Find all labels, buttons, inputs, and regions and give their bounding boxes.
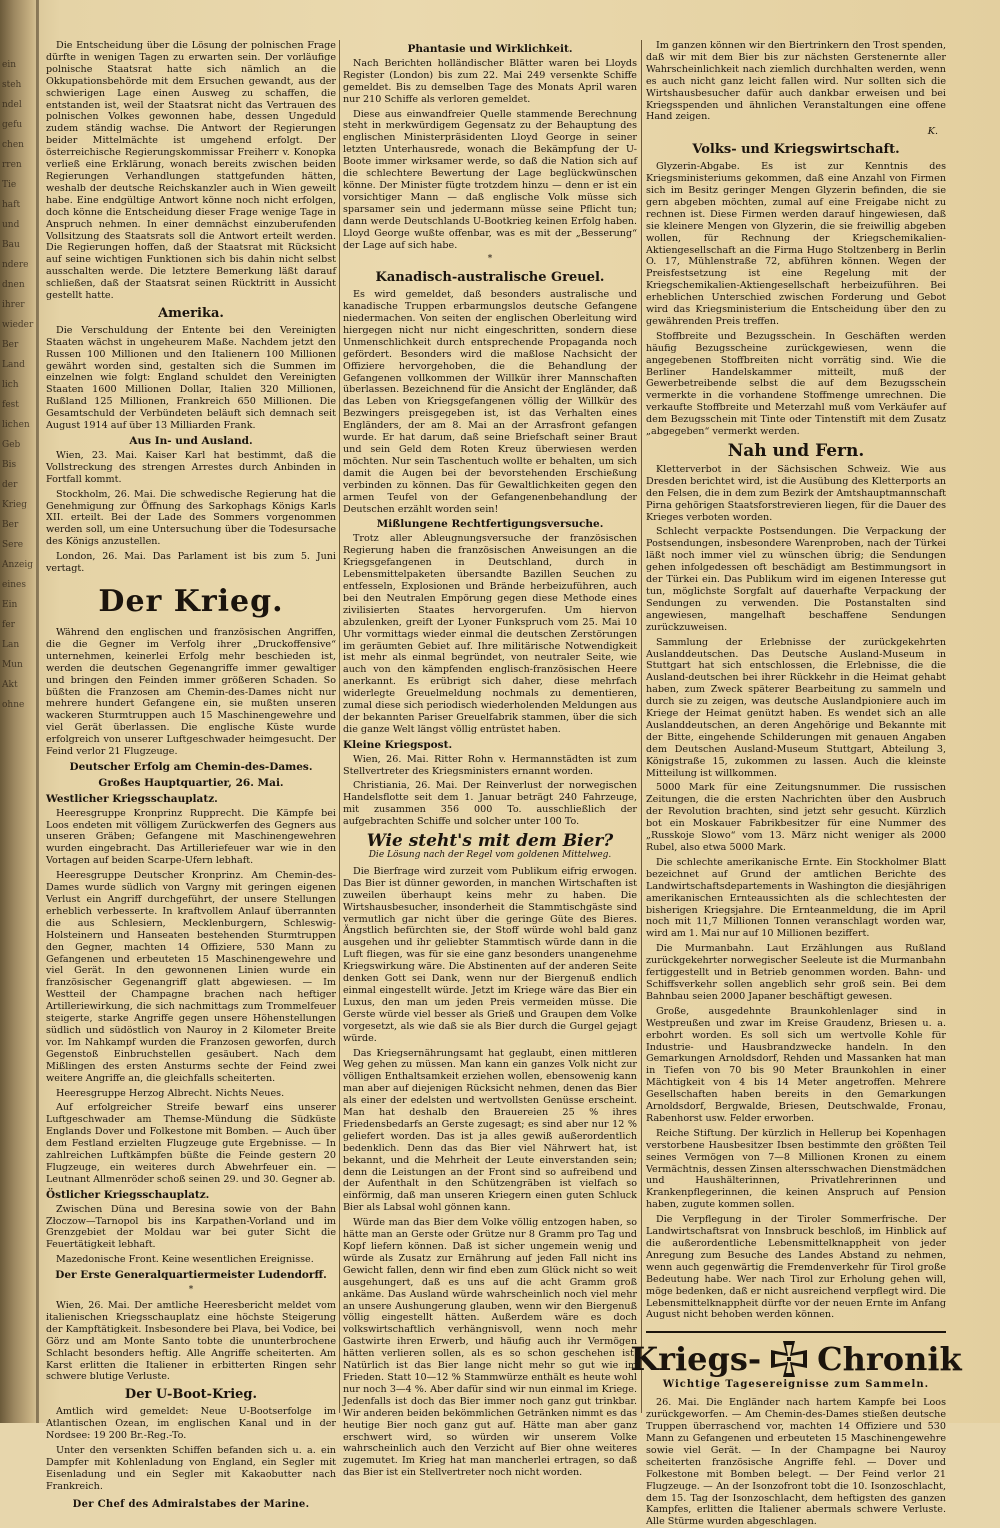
- gutter-word: lichen: [2, 420, 30, 430]
- gutter-word: chen: [2, 140, 24, 150]
- sammlung-item: Sammlung der Erlebnisse der zurückgekehrten Auslanddeutschen. Das Deutsche Ausland-Museum in Stuttgart hat sich entschlossen, die Erlebnisse, die die Ausland-deutschen bei ihrer Rückkehr in die Heimat gehabt haben, zum Zweck späterer Bearbeitung zu sammeln und durch sie zu zeigen, was deutsche Auslandpioniere auch im Kriege der Heimat genützt haben. Es wendet sich an alle Auslanddeutschen, an deren Angehörige und Bekannte mit der Bitte, eingehende Schilderungen mit genauen Angaben dem Deutschen Ausland-Museum Stuttgart, Abteilung 3, Königstraße 15, zukommen zu lassen. Auch die kleinste Mitteilung ist willkommen.: [646, 636, 946, 779]
- amerika-heading: Amerika.: [158, 305, 224, 321]
- gutter-word: Mun: [2, 660, 23, 670]
- krieg-title: Der Krieg.: [98, 583, 284, 619]
- separator-star: *: [188, 1285, 194, 1296]
- stoffbreite-item: Stoffbreite und Bezugsschein. In Geschäften werden häufig Bezugsscheine zurückgewiesen, wenn die angegebenen Stoffbreiten nicht vorrätig sind. Wie die Berliner Handelskammer mitteilt, muß der Gewerbetreibende selbst die auf dem Bezugsschein vermerkte in die vorhandene Stoffmenge umrechnen. Die verkaufte Stoffbreite und Meterzahl muß vom Verkäufer auf dem Bezugsschein mit Tinte oder Tintenstift mit dem Zusatz „abgegeben“ vermerkt werden.: [646, 330, 946, 438]
- column-3: [630, 40, 962, 1528]
- west-heading: Westlicher Kriegsschauplatz.: [46, 792, 218, 805]
- volkswirtschaft-heading: Volks- und Kriegswirtschaft.: [692, 142, 900, 158]
- stockholm-item: Stockholm, 26. Mai. Die schwedische Regierung hat die Genehmigung zur Öffnung des Sarkophags Königs Karls XII. erteilt. Bei der Lade des Sommers vorgenommen werden soll, um eine Untersuchung über die Todesursache des Königs anzustellen.: [46, 488, 336, 548]
- gutter-word: Geb: [2, 440, 21, 450]
- gutter-word: Sere: [2, 540, 24, 550]
- mislung-heading: Mißlungene Rechtfertigungsversuche.: [376, 518, 604, 531]
- gutter-word: der: [2, 480, 18, 490]
- gutter-word: ihrer: [2, 300, 25, 310]
- gutter-word: gefu: [2, 120, 23, 130]
- gutter-word: eines: [2, 580, 26, 590]
- phantasie-heading: Phantasie und Wirklichkeit.: [407, 43, 573, 55]
- gutter-word: ohne: [2, 700, 25, 710]
- gutter-word: steh: [2, 80, 22, 90]
- separator-star: *: [487, 254, 493, 265]
- stiftung-item: Reiche Stiftung. Der kürzlich in Hellerup bei Kopenhagen verstorbene Hausbesitzer Ibsen bestimmte den größten Teil seines Vermögen von 7—8 Millionen Kronen zu einem Vermächtnis, dessen Zinsen altersschwachen Dienstmädchen und Haushälterinnen, Privatlehrerinnen und Krankenpflegerinnen, die keinen Anspruch auf Pension haben, zugute kommen sollen.: [646, 1127, 946, 1211]
- albrecht-report: Heeresgruppe Herzog Albrecht. Nichts Neues.: [56, 1087, 285, 1099]
- gutter-word: dnen: [2, 280, 25, 290]
- gutter-word: ein: [2, 60, 17, 70]
- previous-page-gutter: [0, 0, 38, 1423]
- london-item: London, 26. Mai. Das Parlament ist bis zum 5. Juni vertagt.: [46, 551, 336, 575]
- bier-signoff: K.: [927, 126, 938, 138]
- gutter-word: Ein: [2, 600, 18, 610]
- iron-cross-icon: [769, 1339, 809, 1379]
- phantasie-p2: Diese aus einwandfreier Quelle stammende Berechnung steht in merkwürdigem Gegensatz zu der Behauptung des englischen Ministerpräsidenten Lloyd George in seiner letzten Unterhausrede, wonach die Bekämpfung der U-Boote immer wirksamer werde, so daß die Nation sich auf die schlechtere Bewertung der Lage beglückwünschen könne. Der Minister fügte trotzdem hinzu — denn er ist ein vorsichtiger Mann — daß englische Volk müsse sich sparsamer sein und jedermann müsse seine Pflicht tun; dann werde Deutschlands U-Bootkrieg keinen Erfolg haben. Lloyd George wußte offenbar, was es mit der „Besserung“ der Lage auf sich habe.: [343, 108, 637, 251]
- admiral-signature: Der Chef des Admiralstabes der Marine.: [72, 1498, 310, 1510]
- amerika-paragraph: Die Verschuldung der Entente bei den Vereinigten Staaten wächst in ungeheurem Maße. Nachdem jetzt den Russen 100 Millionen und den Italienern 100 Millionen gewährt worden sind, gestalten sich die Summen im einzelnen wie folgt: England schuldet den Vereinigten Staaten 1600 Millionen Dollar, Italien 320 Millionen, Rußland 125 Millionen, Frankreich 650 Millionen. Die Gesamtschuld der Verbündeten beläuft sich demnach seit August 1914 auf über 13 Milliarden Frank.: [46, 324, 336, 432]
- gutter-word: lich: [2, 380, 19, 390]
- gutter-word: und: [2, 220, 20, 230]
- gutter-word: rren: [2, 160, 22, 170]
- polen-paragraph: Die Entscheidung über die Lösung der polnischen Frage dürfte in wenigen Tagen zu erwarten sein. Der vorläufige polnische Staatsrat hatte sich nämlich an die Okkupationsbehörde mit dem Ersuchen gewandt, aus der schwierigen Lage einen Ausweg zu schaffen, die entstanden ist, weil der Staatsrat nicht das Vertrauen des polnischen Volkes gewonnen habe, dessen Ungeduld zudem ständig wachse. Die Antwort der Regierungen beider Mittelmächte ist umgehend erfolgt. Der österreichische Regierungskommissar Freiherr v. Konopka verließ eine Erklärung, wonach bereits zwischen beiden Regierungen Verhandlungen stattgefunden hätten, weshalb der deutsche Reichskanzler auch in Wien geweilt habe. Eine endgültige Antwort könne noch nicht erfolgen, doch könne die Entscheidung dieser Frage wenige Tage in Anspruch nehmen. In einer demnächst einzuberufenden Vollsitzung des Staatsrats soll die Antwort erteilt werden. Die Regierungen hoffen, daß der Staatsrat mit Rücksicht auf seine wichtigen Funktionen sich bis dahin nicht selbst ausschalten werde. Die letztere Bemerkung läßt darauf schließen, daß der Staatsrat seinen Rücktritt in Aussicht gestellt hatte.: [46, 40, 336, 302]
- gutter-word: Land: [2, 360, 25, 370]
- gutter-word: haft: [2, 200, 21, 210]
- gutter-word: fest: [2, 400, 19, 410]
- bier-subtitle: Die Lösung nach der Regel vom goldenen Mittelweg.: [368, 850, 612, 860]
- uboot-paragraph-2: Unter den versenkten Schiffen befanden sich u. a. ein Dampfer mit Kohlenladung von England, ein Segler mit Eisenladung und ein Segler mit Kakaobutter nach Frankreich.: [46, 1444, 336, 1492]
- gutter-word: Tie: [2, 180, 17, 190]
- gutter-text: [2, 60, 32, 720]
- murmanbahn-item: Die Murmanbahn. Laut Erzählungen aus Rußland zurückgekehrter norwegischer Seeleute ist die Murmanbahn fertiggestellt und in Betrieb genommen worden. Bahn- und Schiffsverkehr sollen angeblich sehr groß sein. Bei dem Bahnbau seien 2000 Japaner beschäftigt gewesen.: [646, 943, 946, 1002]
- kleine-christiania: Christiania, 26. Mai. Der Reinverlust der norwegischen Handelsflotte seit dem 1. Januar beträgt 240 Fahrzeuge, mit zusammen 356 000 To. ausschließlich der aufgebrachten Schiffe und solcher unter 100 To.: [343, 780, 637, 828]
- luft-report: Auf erfolgreicher Streife bewarf eins unserer Luftgeschwader am Themse-Mündung die Südküste Englands Dover und Folkestone mit Bomben. — Auch über dem Festland erzielten Flugzeuge gute Ergebnisse. — In zahlreichen Luftkämpfen büßte die Feinde gestern 20 Flugzeuge, ein weiteres durch Abwehrfeuer ein. — Leutnant Allmenröder schoß seinen 29. und 30. Gegner ab.: [46, 1102, 336, 1185]
- column-2: [343, 40, 637, 1479]
- gutter-word: Akt: [2, 680, 18, 690]
- chronik-title-left: Kriegs-: [630, 1340, 762, 1379]
- kleine-heading: Kleine Kriegspost.: [343, 738, 453, 751]
- ludendorff-signature: Der Erste Generalquartiermeister Ludendorff.: [55, 1269, 327, 1282]
- maz-report: Mazedonische Front. Keine wesentlichen Ereignisse.: [56, 1254, 314, 1266]
- column-1: [46, 40, 336, 1510]
- chronik-subtitle: Wichtige Tagesereignisse zum Sammeln.: [662, 1379, 930, 1391]
- bier-p1: Die Bierfrage wird zurzeit vom Publikum eifrig erwogen. Das Bier ist dünner geworden, in manchen Wirtschaften ist zuweilen überhaupt keins mehr zu haben. Die Wirtshausbesucher, insonderheit die Stammtischgäste sind vermutlich gar nicht über die geringe Güte des Bieres. Ängstlich befürchten sie, der Stoff würde wohl bald ganz ausgehen und ihr geliebter Stammtisch würde dann in die Luft fliegen, was für sie eine ganz besonders unangenehme Kriegswirkung wäre. Die Abstinenten auf der anderen Seite denken Gott sei Dank, wenn nur der Biergenuß endlich einmal eingestellt würde. Jetzt im Kriege wäre das Bier ein Luxus, den man um jeden Preis vermeiden müsse. Die Gerste würde viel besser als Grieß und Graupen dem Volke vorgesetzt, als wie daß sie als Bier durch die Gurgel gejagt würde.: [343, 865, 637, 1044]
- bier-p3: Würde man das Bier dem Volke völlig entzogen haben, so hätte man an Gerste oder Grütze nur 8 Gramm pro Tag und Kopf liefern können. Daß ist sicher ungemein wenig und würde als Zusatz zur Ernährung auf jeden Fall nicht ins Gewicht fallen, denn wir find eben zum Glück nicht so weit ausgehungert, daß es uns auf die acht Gramm groß ankäme. Das Ausland würde wahrscheinlich noch viel mehr an unsere Aushungerung glauben, wenn wir den Biergenuß völlig eingestellt hätten. Außerdem wäre es doch volkswirtschaftlich verhängnisvoll, wenn noch mehr Gastwirte ihren Erwerb, und häufig auch ihr Vermögen hätten verlieren sollen, als es so schon geschehen ist. Natürlich ist das Bier lange nicht mehr so gut wie im Frieden. Statt 10—12 % Stammwürze enthält es heute wohl nur noch 3—4 %. Aber dafür sind wir nun einmal im Kriege. Jedenfalls ist doch das Bier immer noch ganz gut trinkbar. Wir anderen beiden bekömmlichen Getränken nimmt es das heutige Bier noch ganz gut auf. Hätte man aber ganz erschwert wird, so würden wir unserem Volke wahrscheinlich auch den Verzicht auf Bier ohne weiteres zugemutet. Im Krieg hat man mancherlei ertragen, so daß das Bier ist ein Stellvertreter noch nicht worden.: [343, 1217, 637, 1479]
- ernte-item: Die schlechte amerikanische Ernte. Ein Stockholmer Blatt bezeichnet auf Grund der amtlichen Berichte des Landwirtschaftsdepartements in Washington die diesjährigen amerikanischen Ernteaussichten als die schlechtesten der bisherigen Kriegsjahre. Die Ernteanmeldung, die im April noch mit 11,7 Millionen Tonnen veranschlagt worden war, wird am 1. Mai nur auf 10 Millionen beziffert.: [646, 856, 946, 940]
- hq-line: Großes Hauptquartier, 26. Mai.: [98, 776, 284, 789]
- kriegs-chronik: [630, 1331, 962, 1528]
- gutter-word: Anzeig: [2, 560, 34, 570]
- tirol-item: Die Verpflegung in der Tiroler Sommerfrische. Der Landwirtschaftsrat von Innsbruck beschloß, im Hinblick auf die außerordentliche Lebensmittelknappheit von jeder Anregung zum Besuche des Landes Abstand zu nehmen, wenn auch gegenwärtig die Fremdenverkehr für Tirol große Bedeutung habe. Wer nach Tirol zur Erholung gehen will, möge bedenken, daß er nicht ausreichend verpflegt wird. Die Lebensmittelknappheit dürfte vor der neuen Ernte im Anfang August nicht behoben werden können.: [646, 1214, 946, 1321]
- post-item: Schlecht verpackte Postsendungen. Die Verpackung der Postsendungen, insbesondere Warenproben, nach der Türkei läßt noch immer viel zu wünschen übrig; die Sendungen gehen infolgedessen oft beschädigt am Bestimmungsort in der Türkei ein. Das Publikum wird im eigenen Interesse gut tun, möglichste Sorgfalt auf dauerhafte Verpackung der Sendungen zu verwenden. Die Postanstalten sind angewiesen, mangelhaft beschaffene Sendungen zurückzuweisen.: [646, 526, 946, 633]
- kletterverbot-item: Kletterverbot in der Sächsischen Schweiz. Wie aus Dresden berichtet wird, ist die Ausübung des Kletterports an den Felsen, die in dem zum Bezirk der Amtshauptmannschaft Pirna gehörigen Staatsforstrevieren liegen, für die Dauer des Krieges verboten worden.: [646, 463, 946, 523]
- bier-p2: Das Kriegsernährungsamt hat geglaubt, einen mittleren Weg gehen zu müssen. Man kann ein ganzes Volk nicht zur völligen Enthaltsamkeit erziehen wollen, ebensowenig kann man aber auf diejenigen Rücksicht nehmen, denen das Bier als einer der edelsten und wertvollsten Genüsse erscheint. Man hat deshalb den Brauereien 25 % ihres Friedensbedarfs an Gerste zugesagt; es sind aber nur 12 % geliefert worden. Das ist ja alles gewiß außerordentlich bedenklich. Denn das das Bier viel Nährwert hat, ist bekannt, und die Mehrheit der Leute einverstanden sein; denn die Leistungen an der Front sind so aufreibend und der Aufenthalt in den Schützengräben ist vielfach so einförmig, daß man unseren Kriegern einen guten Schluck Bier als Labsal wohl gönnen kann.: [343, 1047, 637, 1214]
- ost-report: Zwischen Düna und Beresina sowie von der Bahn Złoczow—Tarnopol bis ins Karpathen-Vorland und im Grenzgebiet der Moldau war bei guter Sicht die Feuertätigkeit lebhaft.: [46, 1203, 336, 1251]
- gutter-word: wieder: [2, 320, 34, 330]
- kanad-heading: Kanadisch-australische Greuel.: [375, 270, 605, 286]
- gutter-word: ndel: [2, 100, 22, 110]
- glyzerin-item: Glyzerin-Abgabe. Es ist zur Kenntnis des Kriegsministeriums gekommen, daß eine Anzahl von Firmen sich im Besitz geringer Mengen Glyzerin befinden, die sie gern abgeben möchten, zumal auf eine Freigabe nicht zu rechnen ist. Diese Firmen werden darauf hingewiesen, daß sie kleinere Mengen von Glyzerin, die sie freiwillig abgeben wollen, für Rechnung der Kriegschemikalien-Aktiengesellschaft an die Firma Hugo Stoltzenberg in Berlin O. 17, Mühlenstraße 72, abführen können. Wegen der Preisfestsetzung ist eine Regelung mit der Kriegschemikalien-Aktiengesellschaft herbeizuführen. Bei erheblichen Unterschied zwischen Forderung und Gebot wird das Kriegsministerium die Entscheidung über den zu gewährenden Preis treffen.: [646, 161, 946, 327]
- bier-conclusion: Im ganzen können wir den Biertrinkern den Trost spenden, daß wir mit dem Bier bis zur nächsten Gerstenernte aller Wahrscheinlichkeit nach ziemlich durchhalten werden, wenn es auch nicht ganz leicht fallen wird. Nur sollten sich die Wirtshausbesucher dafür auch dankbar erweisen und bei Kriegsspenden und ähnlichen Veranstaltungen eine offene Hand zeigen.: [646, 40, 946, 123]
- nah-fern-heading: Nah und Fern.: [727, 441, 865, 461]
- gutter-word: ndere: [2, 260, 29, 270]
- column-rule: [641, 40, 642, 1413]
- bier-title: Wie steht's mit dem Bier?: [366, 831, 614, 852]
- chronik-title: [630, 1339, 962, 1379]
- wien-item: Wien, 23. Mai. Kaiser Karl hat bestimmt, daß die Vollstreckung des strengen Arrestes durch Anbinden in Fortfall kommt.: [46, 449, 336, 485]
- gutter-word: Bau: [2, 240, 20, 250]
- uboot-title: Der U-Boot-Krieg.: [124, 1387, 258, 1403]
- kleine-wien: Wien, 26. Mai. Ritter Rohn v. Hermannstädten ist zum Stellvertreter des Kriegsministers ernannt worden.: [343, 753, 637, 777]
- kronprinz-report: Heeresgruppe Deutscher Kronprinz. Am Chemin-des-Dames wurde südlich von Vargny mit geringen eigenen Verlust ein Angriff durchgeführt, der unsere Stellungen erheblich verbesserte. In kraftvollem Anlauf überrannten die aus Schlesiern, Mecklenburgern, Schleswig-Holsteinern und Hanseaten bestehenden Sturmtruppen den Gegner, machten 14 Offiziere, 530 Mann zu Gefangenen und erbeuteten 15 Maschinengewehre und viel Gerät. In den gewonnenen Linien wurde ein französischer Gegenangriff glatt abgewiesen. — Im Westteil der Champagne brachen nach heftiger Artilleriewirkung, die sich nachmittags zum Trommelfeuer steigerte, starke Angriffe gegen unsere Höhenstellungen südlich und südöstlich von Nauroy in 2 Kilometer Breite vor. Im Nahkampf wurden die Franzosen geworfen, durch Gegenstoß Einbruchstellen gesäubert. Nach dem Mißlingen des ersten Ansturms sechte der Feind zwei weitere Angriffe an, die gleichfalls scheiterten.: [46, 870, 336, 1084]
- uboot-paragraph: Amtlich wird gemeldet: Neue U-Bootserfolge im Atlantischen Ozean, im englischen Kanal und in der Nordsee: 19 200 Br.-Reg.-To.: [46, 1406, 336, 1442]
- inaus-heading: Aus In- und Ausland.: [129, 435, 253, 447]
- column-rule: [339, 40, 340, 1413]
- mislung-paragraph: Trotz aller Ableugnungsversuche der französischen Regierung haben die französischen Anweisungen an die Kriegsgefangenen in Deutschland, durch in Lebensmittelpaketen übersandte Bazillen Seuchen zu entfesseln, Explosionen und Brände herbeizuführen, auch bei den Neutralen Empörung gegen diese Methode eines zivilisierten Staates hervorgerufen. Um hiervon abzulenken, greift der Lyoner Funkspruch vom 25. Mai 10 Uhr vormittags wieder einmal die deutschen Zerstörungen im geräumten Gebiet auf. Ihre militärische Notwendigkeit ist mehr als einmal begründet, von neutraler Seite, wie auch von den kämpfenden englisch-französischen Heere anerkannt. Es erübrigt sich daher, diese mehrfach widerlegte Greuelmeldung nochmals zu dementieren, zumal diese sich periodisch wiederholenden Meldungen aus der bekannten Pariser Greuelfabrik stammen, über die sich die ganze Welt längst völlig entrüstet haben.: [343, 533, 637, 735]
- gutter-word: Ber: [2, 520, 19, 530]
- ost-heading: Östlicher Kriegsschauplatz.: [46, 1188, 210, 1201]
- braunkohle-item: Große, ausgedehnte Braunkohlenlager sind in Westpreußen und zwar im Kreise Graudenz, Briesen u. a. erbohrt worden. Es soll sich um wertvolle Kohle für Industrie- und Hausbrandzwecke handeln. In den Gemarkungen Arnoldsdorf, Rehden und Massanken hat man in Tiefen von 70 bis 90 Meter Braunkohlen in einer Mächtigkeit von 4 bis 14 Meter angetroffen. Mehrere Gesellschaften haben bereits in den Gemarkungen Arnoldsdorf, Bergwalde, Briesen, Deutschwalde, Fronau, Rabenhorst usw. Felder erworben.: [646, 1005, 946, 1124]
- gutter-word: Ber: [2, 340, 19, 350]
- chronik-text: 26. Mai. Die Engländer nach hartem Kampfe bei Loos zurückgeworfen. — Am Chemin-des-Dames stießen deutsche Truppen überraschend vor, machten 14 Offiziere und 530 Mann zu Gefangenen und erbeuteten 15 Maschinengewehre sowie viel Gerät. — In der Champagne bei Nauroy scheiterten französische Angriffe fehl. — Dover und Folkestone mit Bomben belegt. — Der Feind verlor 21 Flugzeuge. — An der Isonzofront tobt die 10. Isonzoschlacht, dem 15. Tag der Isonzoschlacht, dem heftigsten des ganzen Kampfes, erlitten die Italiener abermals schwere Verluste. Alle Stürme wurden abgeschlagen.: [646, 1397, 946, 1528]
- gutter-word: fer: [2, 620, 15, 630]
- zeitungsnummer-item: 5000 Mark für eine Zeitungsnummer. Die russischen Zeitungen, die die ersten Nachrichten über den Ausbruch der Revolution brachten, sind jetzt sehr gesucht. Kürzlich bot ein Moskauer Fabrikbesitzer für eine Nummer des „Russkoje Slowo“ vom 13. März nicht weniger als 2000 Rubel, also etwa 5000 Mark.: [646, 782, 946, 853]
- chronik-title-right: Chronik: [817, 1340, 962, 1379]
- wien-heeresbericht: Wien, 26. Mai. Der amtliche Heeresbericht meldet vom italienischen Kriegsschauplatz eine höchste Steigerung der Kampftätigkeit. Insbesondere bei Plava, bei Vodice, bei Görz und am Monte Santo tobte die ununterbrochene Schlacht besonders heftig. Alle Angriffe scheiterten. Am Karst erlitten die Italiener in erbitterten Ringen sehr schwere blutige Verluste.: [46, 1300, 336, 1383]
- gutter-word: Lan: [2, 640, 20, 650]
- page-fold: [36, 0, 39, 1423]
- krieg-intro: Während den englischen und französischen Angriffen, die die Gegner im Verfolg ihrer „Druckoffensive“ unternehmen, keinerlei Erfolg mehr beschieden ist, werden die deutschen Gegenangriffe immer gewaltiger und bringen den Feinden immer größeren Schaden. So büßten die Franzosen am Chemin-des-Dames nicht nur mehrere hundert Gefangene ein, sie mußten unseren wackeren Sturmtruppen auch 15 Maschinengewehre und viel Gerät überlassen. Die englische Küste wurde erfolgreich von unserer Luftgeschwader heimgesucht. Der Feind verlor 21 Flugzeuge.: [46, 626, 336, 758]
- gutter-word: Bis: [2, 460, 17, 470]
- kanad-p1: Es wird gemeldet, daß besonders australische und kanadische Truppen erbarmungslos deutsche Gefangene niedermachen. Von seiten der englischen Oberleitung wird hiergegen nicht nur nicht eingeschritten, sondern diese Unmenschlichkeit durch entsprechende Propaganda noch gefördert. Besonders wird die maßlose Nachsicht der Offiziere hervorgehoben, die die Behandlung der Gefangenen vollkommen der Willkür ihrer Mannschaften überlassen. Bezeichnend für die Ansicht der Engländer, daß das Leben von Kriegsgefangenen völlig der Willkür des Bezwingers preisgegeben ist, ist das Verhalten eines Engländers, der am 8. Mai an der Arrasfront gefangen wurde. Er hat darum, daß seine Briefschaft seiner Braut und sein Geld dem Roten Kreuz überwiesen werden möchten. Nur sein Taschentuch wollte er behalten, um sich damit die Augen bei der bevorstehenden Erschießung verbinden zu können. Das für Gewaltlichkeiten gegen den armen Teufel von der Gefangenenbehandlung der Deutschen erzählt worden sein!: [343, 289, 637, 515]
- rupprecht-report: Heeresgruppe Kronprinz Rupprecht. Die Kämpfe bei Loos endeten mit völligem Zurückwerfen des Gegners aus unseren Gräben; Gefangene mit Maschinengewehren wurden eingebracht. Das Artilleriefeuer war wie in den Vortagen auf beiden Scarpe-Ufern lebhaft.: [46, 807, 336, 867]
- gutter-word: Krieg: [2, 500, 27, 510]
- phantasie-p1: Nach Berichten holländischer Blätter waren bei Lloyds Register (London) bis zum 22. Mai 249 versenkte Schiffe gemeldet. Bis zu demselben Tage des Monats April waren nur 210 Schiffe als verloren gemeldet.: [343, 57, 637, 105]
- erfolg-heading: Deutscher Erfolg am Chemin-des-Dames.: [69, 760, 313, 773]
